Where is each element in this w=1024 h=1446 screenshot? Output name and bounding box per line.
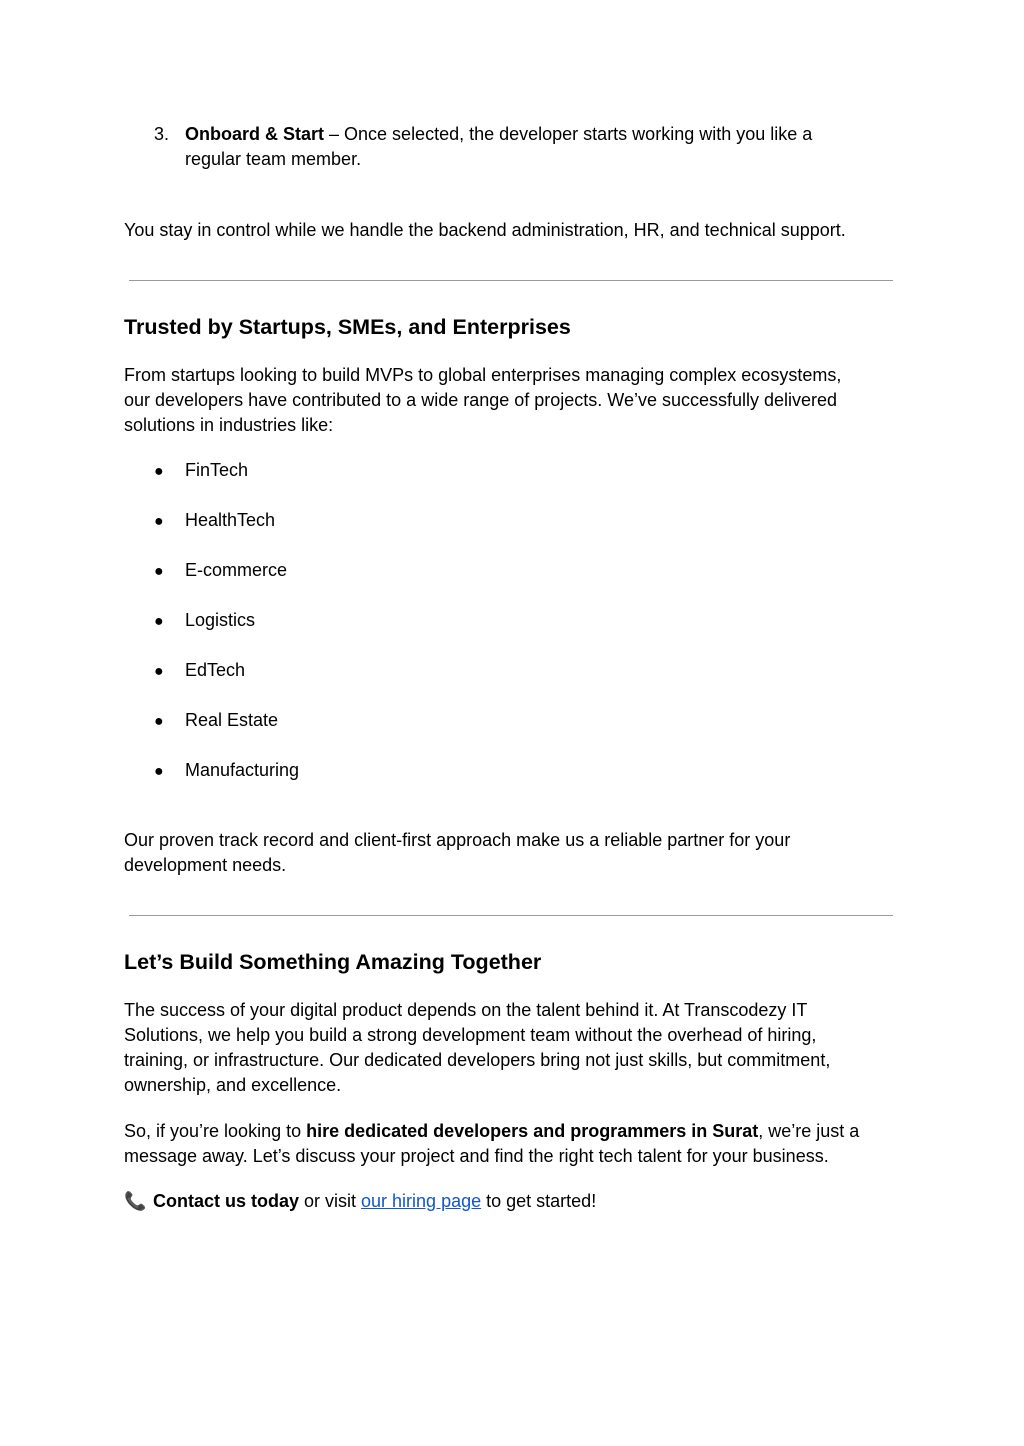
list-item: FinTech xyxy=(185,460,249,480)
list-item: Logistics xyxy=(185,610,256,630)
contact-end: to get started! xyxy=(481,1191,597,1211)
contact-mid: or visit xyxy=(299,1191,362,1211)
list-item: HealthTech xyxy=(185,510,276,530)
closing-paragraph-line1: Our proven track record and client-first approach make us a reliable partner for your xyxy=(124,830,791,850)
step-3-line2: regular team member. xyxy=(185,149,362,169)
step-3-title: Onboard & Start xyxy=(185,124,325,144)
trusted-paragraph-line1: From startups looking to build MVPs to global enterprises managing complex ecosystems, xyxy=(124,365,842,385)
list-item: Manufacturing xyxy=(185,760,300,780)
build-heading: Let’s Build Something Amazing Together xyxy=(124,950,542,974)
section-divider xyxy=(129,280,893,281)
bullet-icon: ● xyxy=(154,763,164,780)
bullet-icon: ● xyxy=(154,713,164,730)
step-3-line1 xyxy=(185,122,812,147)
trusted-heading: Trusted by Startups, SMEs, and Enterprises xyxy=(124,315,571,339)
hire-suffix: , we’re just a xyxy=(758,1121,860,1141)
phone-icon: 📞 xyxy=(124,1191,147,1212)
build-paragraph-line3: training, or infrastructure. Our dedicated developers bring not just skills, but commitment, xyxy=(124,1050,831,1070)
control-paragraph: You stay in control while we handle the backend administration, HR, and technical support. xyxy=(124,220,846,240)
hire-keyword: hire dedicated developers and programmers in Surat xyxy=(306,1121,759,1141)
section-divider xyxy=(129,915,893,916)
build-paragraph-line2: Solutions, we help you build a strong development team without the overhead of hiring, xyxy=(124,1025,817,1045)
hire-prefix: So, if you’re looking to xyxy=(124,1121,307,1141)
list-item: EdTech xyxy=(185,660,246,680)
contact-cta: Contact us today xyxy=(153,1191,300,1211)
closing-paragraph-line2: development needs. xyxy=(124,855,287,875)
trusted-paragraph-line3: solutions in industries like: xyxy=(124,415,334,435)
bullet-icon: ● xyxy=(154,663,164,680)
contact-line xyxy=(124,1189,596,1214)
bullet-icon: ● xyxy=(154,613,164,630)
build-paragraph-line4: ownership, and excellence. xyxy=(124,1075,342,1095)
trusted-paragraph-line2: our developers have contributed to a wide range of projects. We’ve successfully delivered xyxy=(124,390,838,410)
build-paragraph-line1: The success of your digital product depends on the talent behind it. At Transcodezy IT xyxy=(124,1000,808,1020)
list-number: 3. xyxy=(154,124,170,144)
bullet-icon: ● xyxy=(154,463,164,480)
hire-paragraph-line1 xyxy=(124,1119,859,1144)
step-3-text: – Once selected, the developer starts working with you like a xyxy=(324,124,813,144)
hire-paragraph-line2: message away. Let’s discuss your project and find the right tech talent for your business. xyxy=(124,1146,829,1166)
hiring-page-link[interactable]: our hiring page xyxy=(361,1191,482,1211)
list-item: Real Estate xyxy=(185,710,279,730)
list-item: E-commerce xyxy=(185,560,288,580)
bullet-icon: ● xyxy=(154,513,164,530)
bullet-icon: ● xyxy=(154,563,164,580)
